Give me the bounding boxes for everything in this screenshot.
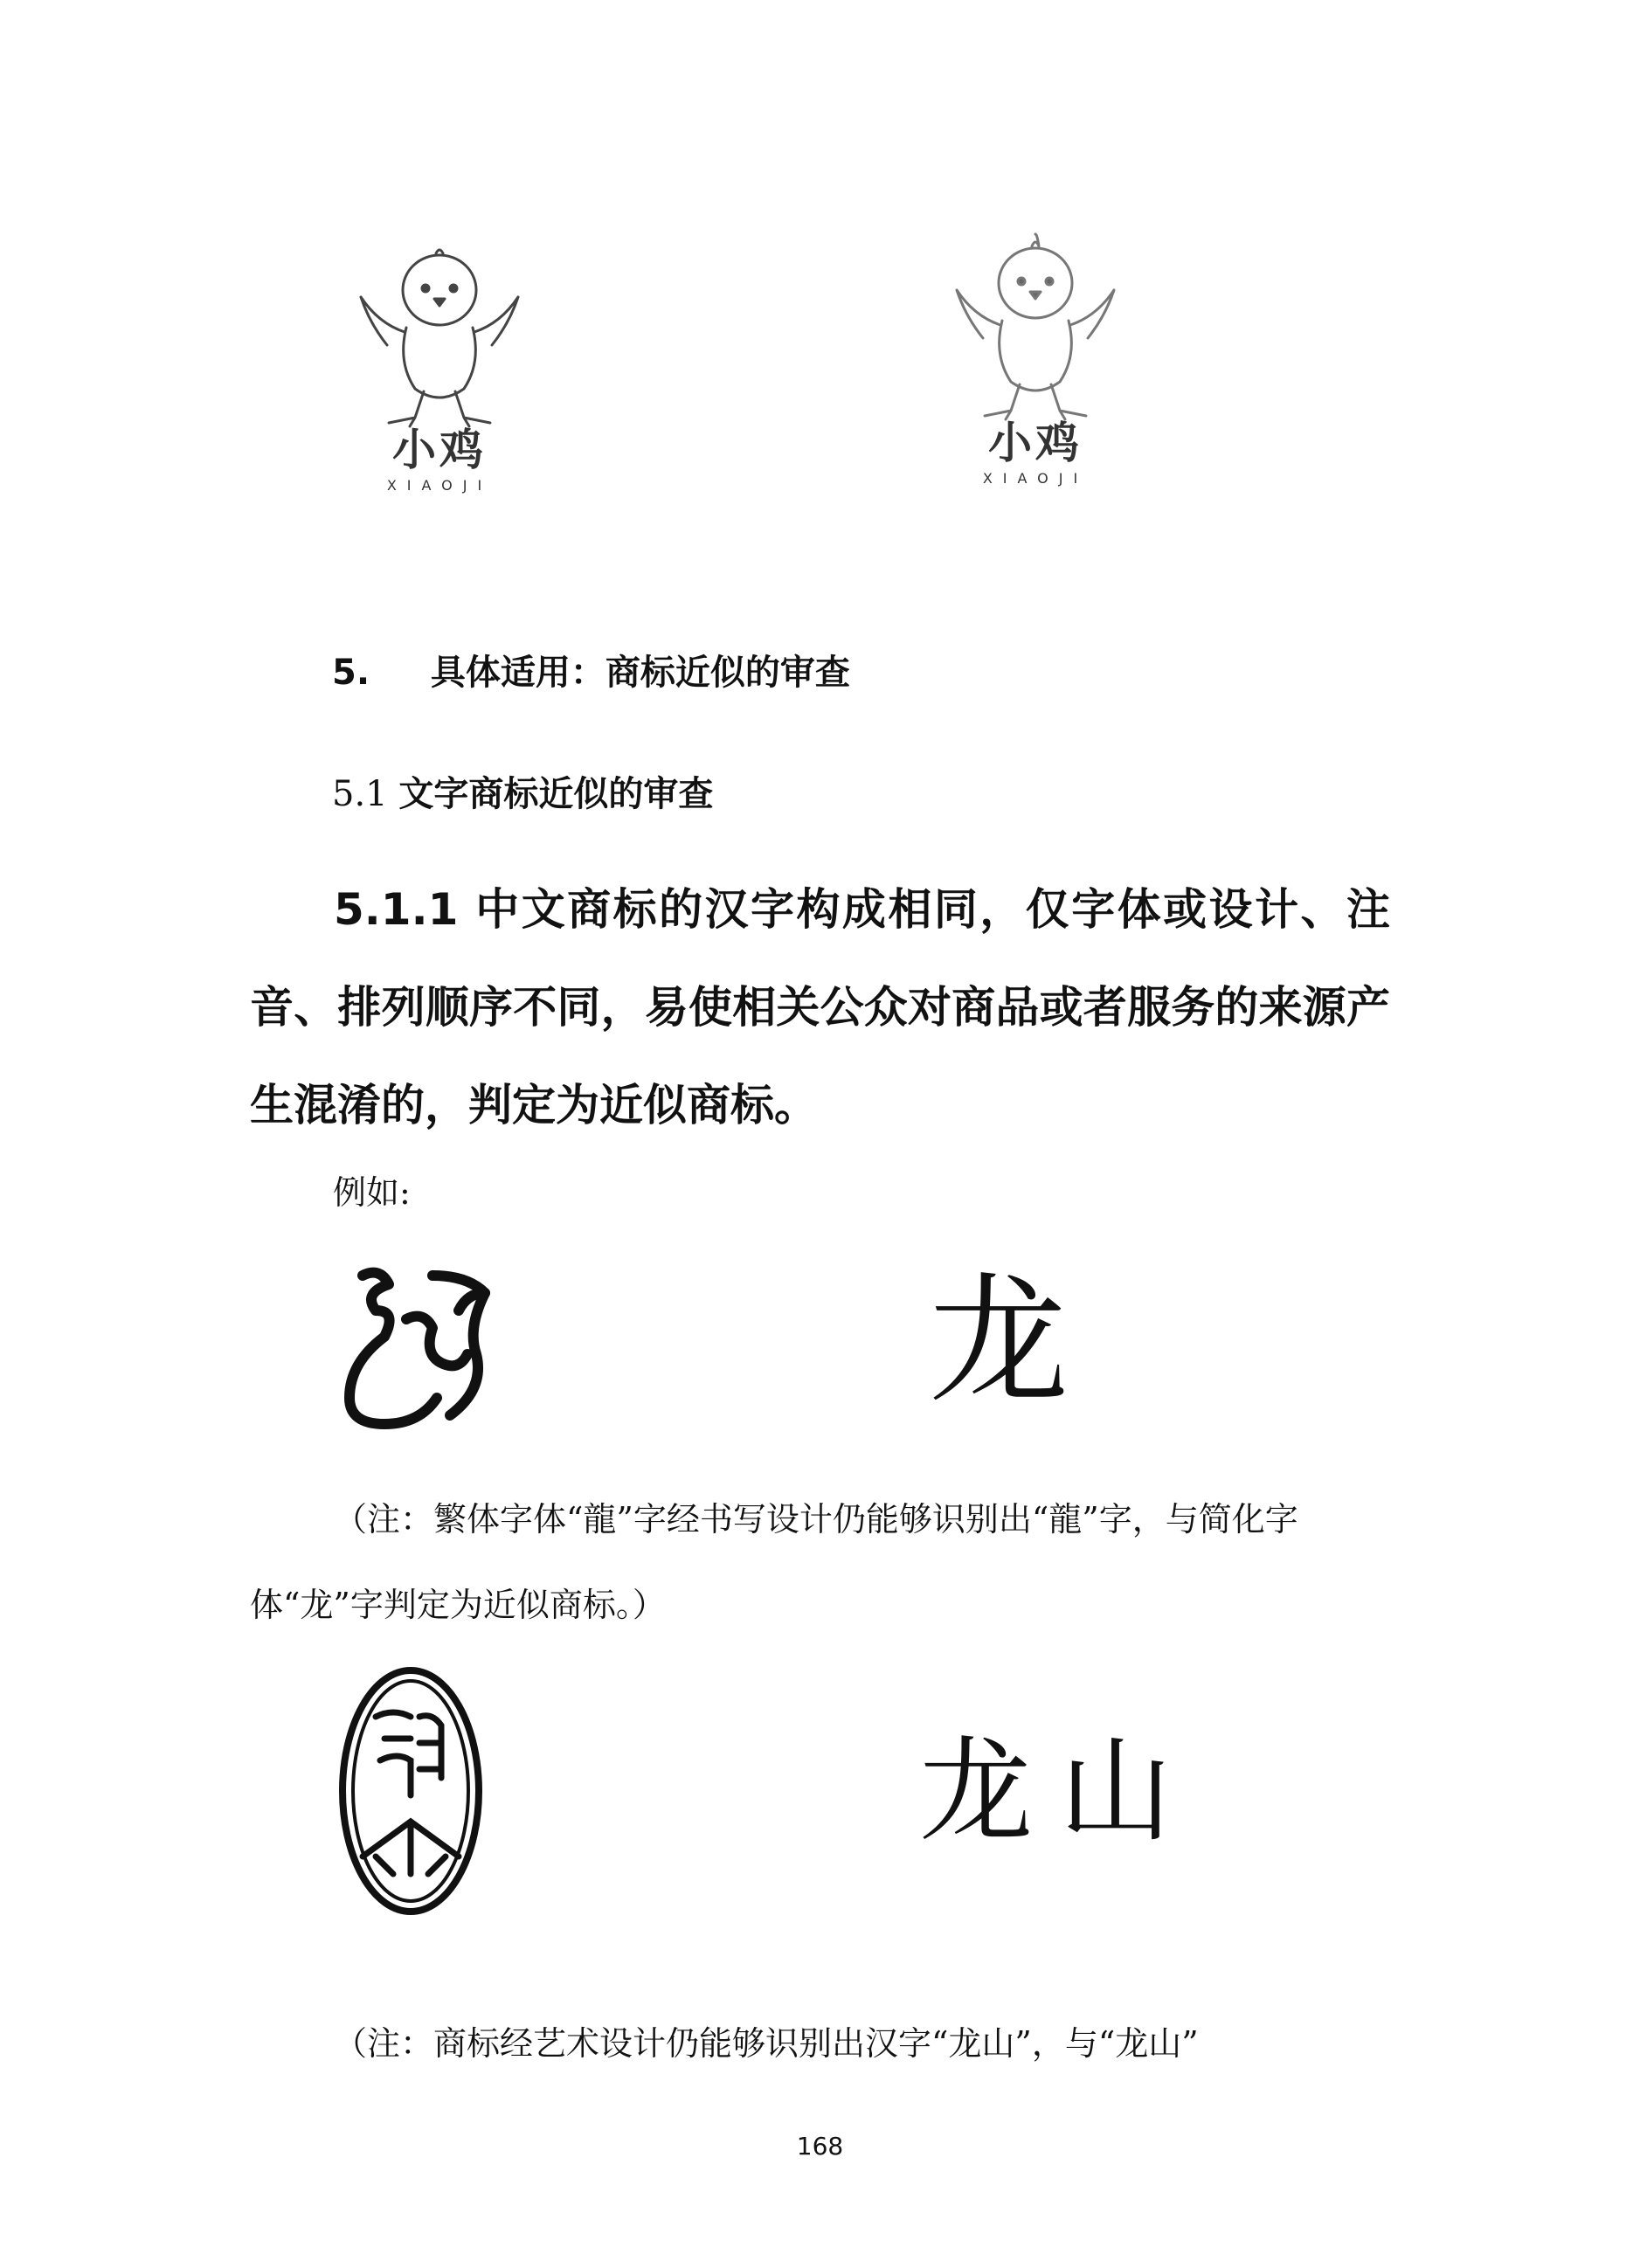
chick-drawing-icon — [948, 229, 1123, 421]
subsection-number: 5.1 — [332, 774, 388, 814]
calligraphy-dragon-mark — [328, 1258, 520, 1442]
chick-logo-chinese-name: 小鸡 — [988, 418, 1083, 468]
chick-logo-left — [352, 245, 527, 494]
example1-note: （注：繁体字体“龍”字经书写设计仍能够识别出“龍”字，与简化字体“龙”字判定为近似商标。） — [250, 1500, 1298, 1624]
example2-note: （注：商标经艺术设计仍能够识别出汉字“龙山”，与“龙山” — [334, 2024, 1199, 2063]
seal-dragon-mountain-mark — [336, 1664, 485, 1918]
chick-logo-chinese-name: 小鸡 — [392, 425, 487, 475]
subsection-heading — [332, 766, 713, 816]
section-heading — [332, 645, 850, 695]
example-label: 例如: — [333, 1173, 411, 1212]
chick-logo-pinyin-name: XIAOJI — [386, 477, 493, 494]
rule-paragraph — [250, 861, 1390, 1154]
example2-standard-mark: 龙山 — [919, 1725, 1200, 1857]
page-number: 168 — [796, 2132, 844, 2161]
chick-drawing-icon — [352, 245, 527, 428]
chick-logo-pinyin-name: XIAOJI — [982, 470, 1089, 487]
chick-logo-right — [948, 229, 1123, 487]
example1-standard-mark: 龙 — [929, 1259, 1069, 1422]
section-title: 具体适用：商标近似的审查 — [430, 653, 850, 693]
section-number: 5. — [332, 653, 370, 693]
rule-number: 5.1.1 — [334, 884, 459, 935]
subsection-title: 文字商标近似的审查 — [398, 774, 714, 814]
rule-text: 中文商标的汉字构成相同，仅字体或设计、注音、排列顺序不同，易使相关公众对商品或者服务的来源产生混淆的，判定为近似商标。 — [250, 884, 1390, 1131]
